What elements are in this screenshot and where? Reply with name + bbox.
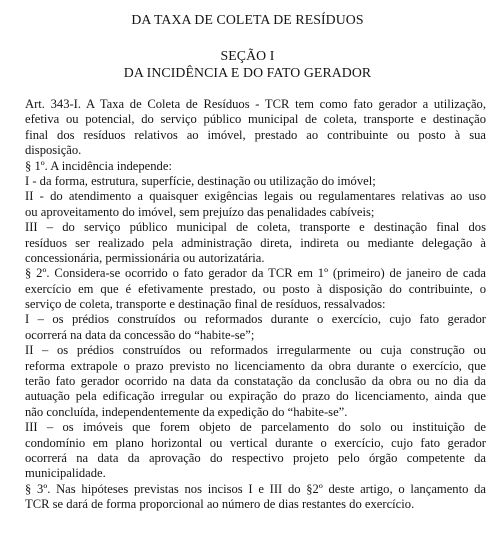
text-line: efetiva ou potencial, do serviço público municipal de coleta, transporte e destinação bbox=[25, 112, 486, 127]
text-line: exercício em que é efetivamente prestado, ou posto à disposição do contribuinte, o bbox=[25, 281, 486, 296]
text-line: resíduos ser realizado pela administração direta, indireta ou mediante delegação à bbox=[25, 235, 486, 250]
text-line: ocorrerá na data da aprovação do respectivo projeto pelo órgão competente da bbox=[25, 450, 486, 465]
text-line: condomínio em plano horizontal ou vertical durante o exercício, cujo fato gerador bbox=[25, 435, 486, 450]
text-line: concessionária, permissionária ou autorizatária. bbox=[25, 250, 265, 265]
text-line: Art. 343-I. A Taxa de Coleta de Resíduos - TCR tem como fato gerador a utilização, bbox=[25, 97, 486, 111]
text-line: não concluída, independentemente da expedição do “habite-se”. bbox=[25, 404, 348, 419]
text-line: § 2º. Considera-se ocorrido o fato gerador da TCR em 1º (primeiro) de janeiro de cada bbox=[25, 266, 486, 281]
section-number: SEÇÃO I bbox=[220, 48, 275, 63]
text-line: municipalidade. bbox=[25, 466, 106, 481]
text-line: terão fato gerador ocorrido na data da constatação da conclusão da obra ou no dia da bbox=[25, 374, 486, 389]
text-line: TCR se dará de forma proporcional ao número de dias restantes do exercício. bbox=[25, 497, 415, 512]
section-title: DA INCIDÊNCIA E DO FATO GERADOR bbox=[123, 65, 372, 80]
text-line: I – os prédios construídos ou reformados durante o exercício, cujo fato gerador bbox=[25, 312, 486, 327]
text-line: ou aproveitamento do imóvel, sem prejuízo das penalidades cabíveis; bbox=[25, 204, 375, 219]
text-line: II – os prédios construídos ou reformados irregularmente ou cuja construção ou bbox=[25, 343, 486, 358]
text-line: I - da forma, estrutura, superfície, destinação ou utilização do imóvel; bbox=[25, 173, 376, 188]
text-line: § 1º. A incidência independe: bbox=[25, 158, 172, 173]
text-line: ocorrerá na data da concessão do “habite-se”; bbox=[25, 327, 255, 342]
text-line: serviço de coleta, transporte e destinação final de resíduos, ressalvados: bbox=[25, 297, 386, 312]
text-line: III – os imóveis que forem objeto de parcelamento do solo ou instituição de bbox=[25, 420, 486, 435]
article-text bbox=[25, 97, 486, 513]
text-line: disposição. bbox=[25, 143, 82, 158]
text-line: final dos resíduos relativos ao imóvel, prestado ao contribuinte ou posto à sua bbox=[25, 127, 486, 142]
text-line: § 3º. Nas hipóteses previstas nos incisos I e III do §2º deste artigo, o lançamento da bbox=[25, 481, 486, 496]
chapter-title: DA TAXA DE COLETA DE RESÍDUOS bbox=[131, 12, 364, 27]
text-line: autuação pela edificação irregular ou expiração do prazo do licenciamento, ainda que bbox=[25, 389, 486, 404]
text-line: III – do serviço público municipal de coleta, transporte e destinação final dos bbox=[25, 220, 486, 235]
text-line: II - do atendimento a quaisquer exigências legais ou regulamentares relativas ao uso bbox=[25, 189, 486, 204]
text-line: reforma extrapole o prazo previsto no licenciamento da obra durante o exercício, que bbox=[25, 358, 486, 373]
